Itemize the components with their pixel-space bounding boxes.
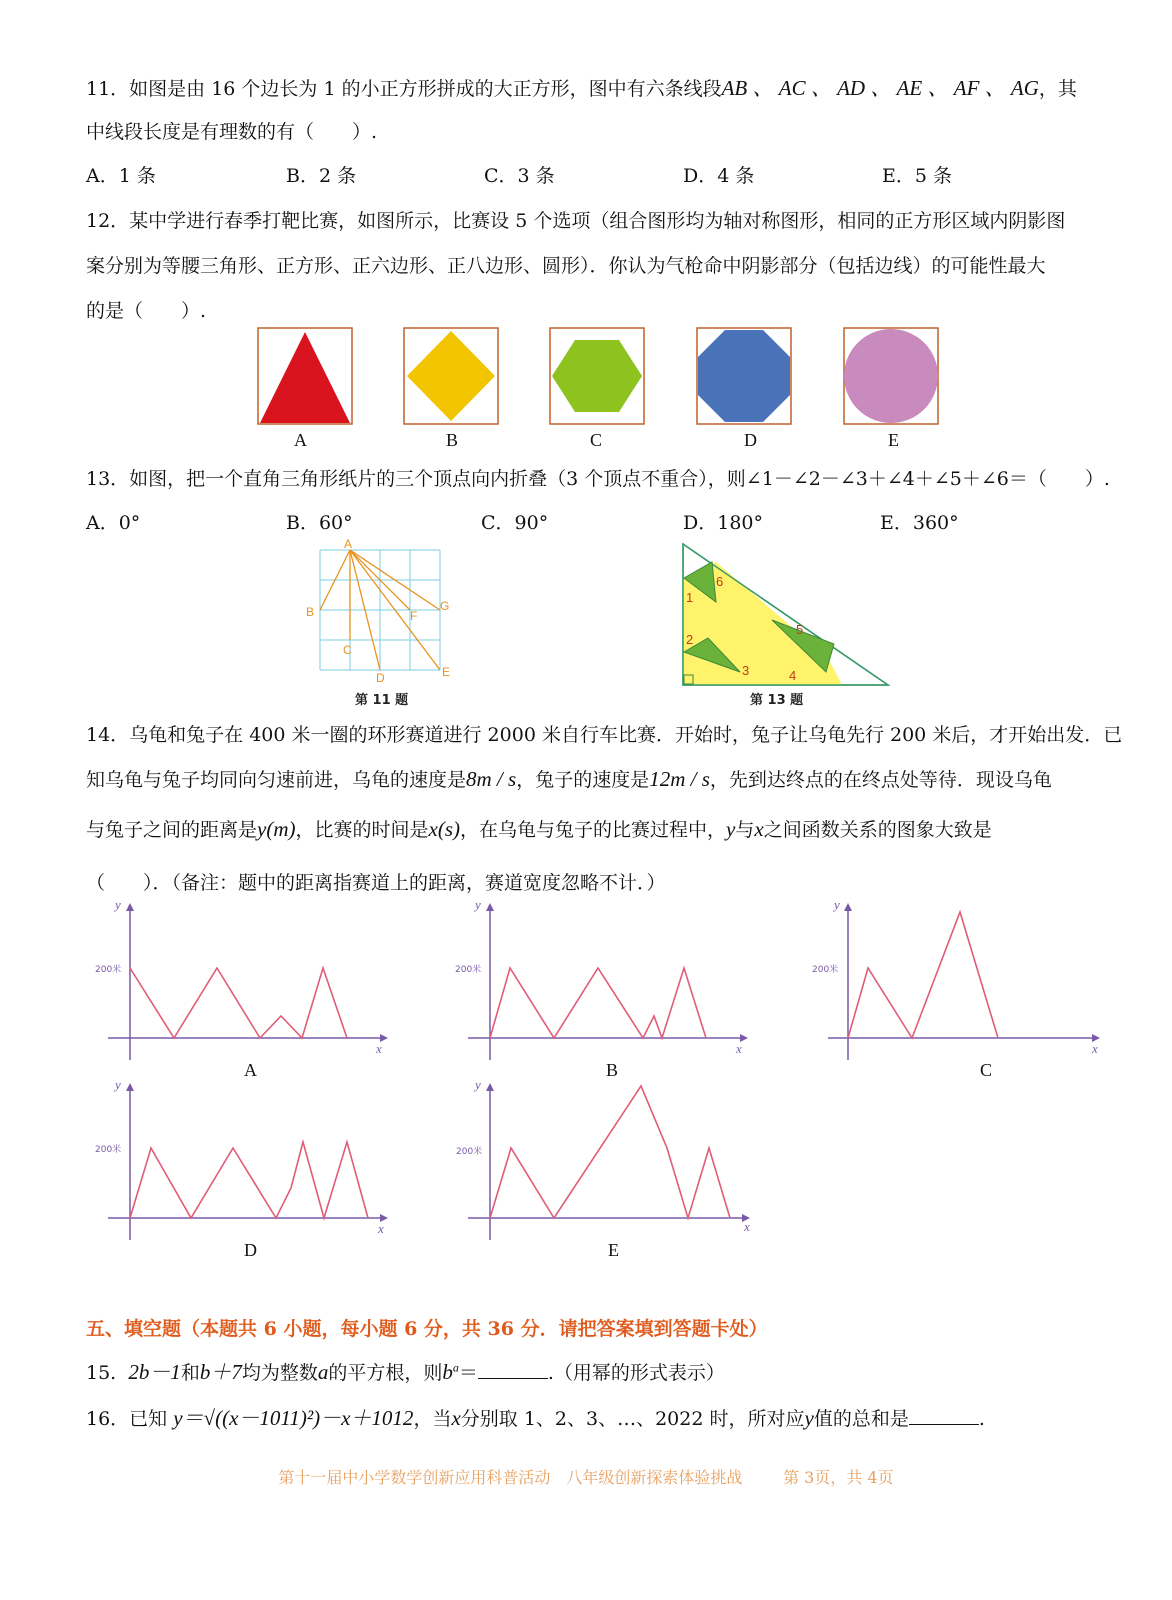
graph-d-label: D	[244, 1240, 257, 1260]
graph-d	[90, 1075, 390, 1245]
q15-var-a: a	[317, 1360, 329, 1384]
var-ym: y(m)	[257, 817, 296, 841]
q14-t6: ，在乌龟与兔子的比赛过程中，	[460, 819, 727, 841]
q11-text-end: ，其	[1038, 78, 1077, 100]
var-y: y	[726, 817, 736, 841]
q14-line1: 14．乌龟和兔子在 400 米一圈的环形赛道进行 2000 米自行车比赛．开始时，兔子让乌龟先行 200 米后，才开始出发．已	[86, 724, 1123, 746]
q12-label-a: A	[294, 430, 307, 450]
q13-option-e: E．360°	[880, 512, 959, 534]
var-xs: x(s)	[428, 817, 460, 841]
square-shape	[407, 331, 495, 421]
graph-c-label: C	[980, 1060, 993, 1080]
q15-t2: 均为整数	[241, 1362, 318, 1384]
circle-shape	[844, 329, 938, 423]
q15-base: b	[442, 1360, 453, 1384]
graph-e-tick: 200米	[456, 1147, 483, 1157]
q11-option-b: B．2 条	[286, 165, 357, 187]
q15-expr2: b＋7	[199, 1360, 242, 1384]
target-d	[697, 328, 791, 424]
graph-d-tick: 200米	[95, 1145, 122, 1155]
graph-e-ylabel: y	[475, 1077, 481, 1092]
graph-a-ylabel: y	[115, 897, 121, 912]
graph-c	[810, 895, 1110, 1065]
q16-var-y: y	[804, 1406, 814, 1430]
graph-c-tick: 200米	[812, 965, 839, 975]
octagon-shape	[698, 330, 790, 422]
target-b	[404, 328, 498, 424]
var-x: x	[754, 817, 764, 841]
angle-3-label: 3	[742, 663, 750, 678]
point-g-label: G	[440, 599, 450, 613]
graph-a	[90, 895, 390, 1065]
q16-t2: ，当	[413, 1408, 452, 1430]
q11-option-d: D．4 条	[683, 165, 755, 187]
point-c-label: C	[343, 643, 352, 657]
graph-b-label: B	[606, 1060, 619, 1080]
angle-4-label: 4	[789, 668, 797, 683]
graph-d-ylabel: y	[115, 1077, 121, 1092]
graph-a-xlabel: x	[376, 1041, 382, 1056]
section-five-title: 五、填空题（本题共 6 小题，每小题 6 分，共 36 分．请把答案填到答题卡处）	[86, 1318, 768, 1340]
q14-line2	[86, 765, 1052, 792]
graph-a-label: A	[244, 1060, 257, 1080]
q14-t5: ，比赛的时间是	[295, 819, 429, 841]
angle-2-label: 2	[686, 632, 694, 647]
q12-line2: 案分别为等腰三角形、正方形、正六边形、正八边形、圆形）．你认为气枪命中阴影部分（包括边线）的可能性最大	[86, 255, 1046, 277]
rabbit-speed: 12m / s	[649, 767, 710, 791]
q13-line: 13．如图，把一个直角三角形纸片的三个顶点向内折叠（3 个顶点不重合），则∠1－∠2－∠3＋∠4＋∠5＋∠6＝（ ）.	[86, 468, 1110, 490]
target-a	[258, 328, 352, 424]
angle-5-label: 5	[796, 622, 804, 637]
q15-number: 15.	[86, 1362, 117, 1384]
q15-t1: 和	[180, 1362, 200, 1384]
q11-line1	[86, 72, 1077, 102]
q15-line	[86, 1356, 725, 1386]
point-a-label: A	[344, 537, 353, 551]
q11-line2: 中线段长度是有理数的有（ ）.	[86, 121, 378, 143]
page-footer	[0, 1465, 1172, 1488]
q13-option-d: D．180°	[683, 512, 763, 534]
q14-t2: ，兔子的速度是	[516, 769, 650, 791]
turtle-speed: 8m / s	[466, 767, 517, 791]
graph-c-xlabel: x	[1092, 1041, 1098, 1056]
q14-line3	[86, 815, 992, 842]
q12-line1: 12．某中学进行春季打靶比赛，如图所示，比赛设 5 个选项（组合图形均为轴对称图形，相同的正方形区域内阴影图	[86, 210, 1066, 232]
angle-1-label: 1	[686, 590, 694, 605]
graph-b-tick: 200米	[455, 965, 482, 975]
q16-expr: y＝√((x－1011)²)－x＋1012	[173, 1406, 414, 1430]
graph-e	[450, 1075, 760, 1245]
fig13-caption: 第 13 题	[750, 693, 804, 708]
q13-option-c: C．90°	[481, 512, 549, 534]
q11-text: 11．如图是由 16 个边长为 1 的小正方形拼成的大正方形，图中有六条线段	[86, 78, 722, 100]
q16-line	[86, 1402, 985, 1432]
footer-page-number: 第 3页，共 4页	[783, 1468, 894, 1487]
q14-line4: （ ）．（备注：题中的距离指赛道上的距离，赛道宽度忽略不计．）	[86, 872, 666, 894]
graph-e-xlabel: x	[744, 1219, 750, 1234]
q11-option-a: A．1 条	[86, 165, 156, 187]
q16-t3: 分别取 1、2、3、…、2022 时，所对应	[460, 1408, 805, 1430]
q12-line3: 的是（ ）.	[86, 300, 207, 322]
q15-answer-blank[interactable]	[478, 1362, 548, 1379]
triangle-shape	[260, 332, 350, 423]
point-b-label: B	[306, 605, 315, 619]
q16-t1: 16．已知	[86, 1408, 168, 1430]
graph-b	[450, 895, 750, 1065]
target-e	[844, 328, 938, 424]
q12-label-d: D	[744, 430, 757, 450]
q11-option-e: E．5 条	[882, 165, 952, 187]
point-e-label: E	[442, 665, 451, 679]
q16-t4: 值的总和是	[813, 1408, 909, 1430]
hexagon-shape	[552, 340, 642, 412]
fig13-triangle	[676, 540, 896, 712]
point-d-label: D	[376, 671, 385, 685]
q13-option-a: A．0°	[86, 512, 141, 534]
target-c	[550, 328, 644, 424]
q13-option-b: B．60°	[286, 512, 353, 534]
fig11-grid	[300, 536, 470, 711]
q11-segments: AB 、 AC 、 AD 、 AE 、 AF 、 AG	[721, 76, 1039, 100]
q16-end: .	[978, 1408, 985, 1430]
q11-option-c: C．3 条	[484, 165, 555, 187]
q15-t4: .（用幂的形式表示）	[547, 1362, 725, 1384]
graph-e-label: E	[608, 1240, 619, 1260]
q15-expr1: 2b－1	[128, 1360, 181, 1384]
fig11-caption: 第 11 题	[355, 693, 409, 708]
q16-answer-blank[interactable]	[909, 1408, 979, 1425]
graph-a-tick: 200米	[95, 965, 122, 975]
q14-t7: 与	[735, 819, 755, 841]
graph-d-xlabel: x	[378, 1221, 384, 1236]
q12-label-c: C	[590, 430, 603, 450]
q14-t8: 之间函数关系的图象大致是	[763, 819, 992, 841]
angle-6-label: 6	[716, 574, 724, 589]
q12-label-e: E	[888, 430, 899, 450]
point-f-label: F	[410, 609, 418, 623]
q14-t3: ，先到达终点的在终点处等待．现设乌龟	[709, 769, 1052, 791]
graph-b-xlabel: x	[736, 1041, 742, 1056]
q12-label-b: B	[446, 430, 459, 450]
q14-t1: 知乌龟与兔子均同向匀速前进，乌龟的速度是	[86, 769, 467, 791]
graph-c-ylabel: y	[834, 897, 840, 912]
q14-t4: 与兔子之间的距离是	[86, 819, 258, 841]
graph-b-ylabel: y	[475, 897, 481, 912]
q15-eq: ＝	[458, 1362, 478, 1384]
q16-var-x: x	[451, 1406, 461, 1430]
q15-t3: 的平方根，则	[328, 1362, 443, 1384]
q15-exp: a	[452, 1360, 459, 1375]
footer-title: 第十一届中小学数学创新应用科普活动 八年级创新探索体验挑战	[278, 1468, 743, 1487]
